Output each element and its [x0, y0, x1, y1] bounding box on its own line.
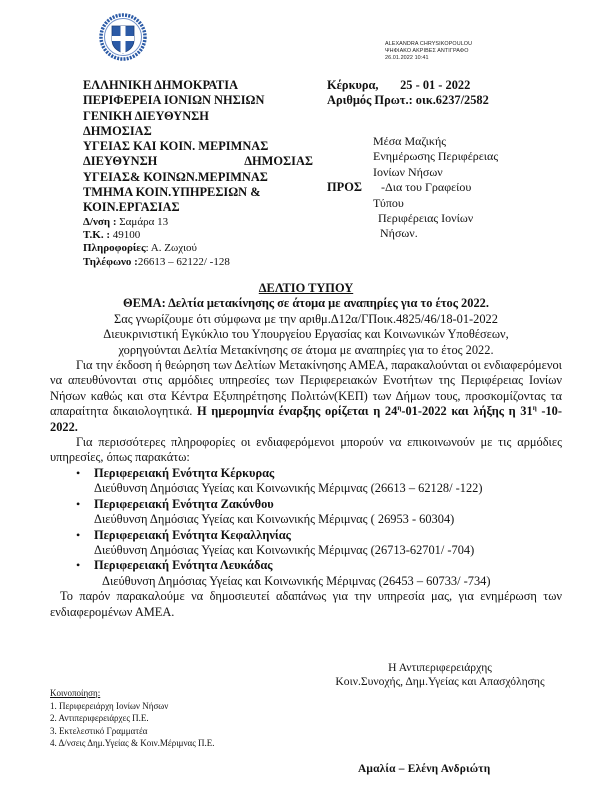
- issuer-line: ΥΓΕΙΑΣ ΚΑΙ ΚΟΙΝ. ΜΕΡΙΜΝΑΣ: [83, 139, 269, 154]
- intro-line: χορηγούνται Δελτία Μετακίνησης σε άτομα με αναπηρίες για το έτος 2022.: [118, 342, 494, 357]
- end-date-text: -01-2022 και λήξης η 31: [401, 404, 533, 419]
- list-item: [72, 466, 562, 497]
- recipient-line: Ιονίων Νήσων: [373, 164, 443, 179]
- list-item: [72, 558, 562, 589]
- issuer-line: ΤΜΗΜΑ ΚΟΙΝ.ΥΠΗΡΕΣΙΩΝ &: [83, 185, 261, 200]
- unit-detail: Διεύθυνση Δημόσιας Υγείας και Κοινωνικής Μέριμνας (26453 – 60733/ -734): [102, 573, 491, 588]
- unit-name: Περιφερειακή Ενότητα Κεφαλληνίας: [94, 527, 291, 542]
- intro-line: Διευκρινιστική Εγκύκλιο του Υπουργείου Εργασίας και Κοινωνικών Υποθέσεων,: [103, 327, 509, 342]
- postcode-value: 49100: [110, 229, 141, 242]
- paragraph-contacts: Για περισσότερες πληροφορίες οι ενδιαφερόμενοι μπορούν να επικοινωνούν με τις αρμόδιες υπηρεσίες, όπως παρακάτω:: [50, 435, 562, 465]
- bullet-icon: •: [76, 496, 81, 511]
- postcode-label: Τ.Κ. :: [83, 229, 110, 242]
- superscript: η: [532, 404, 537, 413]
- phone-label: Τηλέφωνο :: [83, 255, 138, 268]
- document-body: [50, 281, 562, 620]
- unit-detail: Διεύθυνση Δημόσιας Υγείας και Κοινωνικής Μέριμνας (26713-62701/ -704): [94, 542, 475, 557]
- date-protocol-block: [327, 78, 489, 109]
- cc-item: 3. Εκτελεστικό Γραμματέα: [50, 725, 148, 736]
- city: Κέρκυρα,: [327, 78, 379, 92]
- protocol-number: Αριθμός Πρωτ.: οικ.6237/2582: [327, 93, 489, 108]
- recipient-line: Τύπου: [373, 195, 404, 210]
- address-label: Δ/νση :: [83, 215, 117, 228]
- cc-item: 2. Αντιπεριφερειάρχες Π.Ε.: [50, 713, 149, 724]
- subject-line: ΘΕΜΑ: Δελτία μετακίνησης σε άτομα με αναπηρίες για το έτος 2022.: [123, 296, 489, 311]
- issuer-line-right: ΔΗΜΟΣΙΑΣ: [244, 154, 313, 169]
- stamp-timestamp: 26.01.2022 10:41: [385, 55, 429, 62]
- recipient-line: Μέσα Μαζικής: [373, 134, 446, 148]
- cc-title: Κοινοποίηση:: [50, 688, 101, 698]
- signatory-title-line: Η Αντιπεριφερειάρχης: [388, 661, 492, 674]
- info-label: Πληροφορίες: [83, 242, 146, 255]
- cc-item: 1. Περιφερειάρχη Ιονίων Νήσων: [50, 700, 169, 711]
- cc-block: [50, 687, 215, 750]
- intro-line: Σας γνωρίζουμε ότι σύμφωνα με την αριθμ.Δ12α/ΓΠοικ.4825/46/18-01-2022: [114, 311, 498, 326]
- recipient-line: -Δια του Γραφείου: [381, 180, 472, 195]
- issuer-line: ΥΓΕΙΑΣ& ΚΟΙΝΩΝ.ΜΕΡΙΜΝΑΣ: [83, 169, 268, 184]
- document-date: 25 - 01 - 2022: [400, 78, 471, 92]
- list-item: [72, 528, 562, 559]
- end-date-tail: -10-2022.: [50, 404, 562, 434]
- issuer-line-left: ΔΙΕΥΘΥΝΣΗ: [83, 154, 158, 169]
- document-title: ΔΕΛΤΙΟ ΤΥΠΟΥ: [258, 281, 354, 295]
- phone-value: 26613 – 62122/ -128: [137, 255, 230, 268]
- address-value: Σαμάρα 13: [116, 215, 169, 228]
- recipient-line: Ενημέρωσης Περιφέρειας: [373, 149, 499, 164]
- recipient-block: [373, 134, 498, 242]
- bullet-icon: •: [76, 465, 81, 480]
- phone-row: [83, 256, 333, 269]
- info-row: [83, 242, 333, 255]
- signatory-name: Αμαλία – Ελένη Ανδριώτη: [358, 763, 491, 775]
- paragraph-instructions: [50, 358, 562, 435]
- cc-item: 4. Δ/νσεις Δημ.Υγείας & Κοιν.Μέριμνας Π.Ε.: [50, 738, 215, 749]
- signatory-title-line: Κοιν.Συνοχής, Δημ.Υγείας και Απασχόλησης: [335, 675, 545, 688]
- unit-name: Περιφερειακή Ενότητα Ζακύνθου: [94, 496, 274, 511]
- issuer-line: ΔΗΜΟΣΙΑΣ: [83, 123, 152, 138]
- info-value: : Α. Ζωχιού: [145, 242, 197, 255]
- unit-detail: Διεύθυνση Δημόσιας Υγείας και Κοινωνικής Μέριμνας ( 26953 - 60304): [94, 512, 455, 527]
- list-item: [72, 497, 562, 528]
- issuer-line: ΠΕΡΙΦΕΡΕΙΑ ΙΟΝΙΩΝ ΝΗΣΙΩΝ: [83, 93, 265, 108]
- address-row: [83, 216, 333, 229]
- to-label: ΠΡΟΣ: [327, 180, 362, 194]
- start-date-text: Η ημερομηνία έναρξης ορίζεται η 24: [197, 404, 398, 419]
- unit-detail: Διεύθυνση Δημόσιας Υγείας και Κοινωνικής Μέριμνας (26613 – 62128/ -122): [94, 481, 483, 496]
- recipient-line: Νήσων.: [380, 226, 418, 241]
- paragraph-text: Για την έκδοση ή θεώρηση των Δελτίων Μετακίνησης ΑΜΕΑ, παρακαλούνται οι ενδιαφερόμενοι να απευθύνονται στις αρμόδιες υπηρεσίες των Περιφερειακών Ενοτήτων της Περιφέρειας Ιονίων Νήσων καθώς και στα Κέντρα Εξυπηρέτησης Πολιτών(ΚΕΠ) των Δήμων τους, προσκομίζοντας τα απαραίτητα δικαιολογητικά.: [50, 358, 562, 419]
- date-row: [327, 78, 489, 93]
- regional-units-list: [50, 466, 562, 589]
- unit-name: Περιφερειακή Ενότητα Κέρκυρας: [94, 465, 275, 480]
- issuer-block: [83, 78, 333, 269]
- issuer-line: [83, 154, 313, 169]
- stamp-label: ΨΗΦΙΑΚΟ ΑΚΡΙΒΕΣ ΑΝΤΙΓΡΑΦΟ: [385, 48, 469, 55]
- recipient-line: Περιφέρειας Ιονίων: [378, 211, 474, 226]
- digital-signature-stamp: [385, 41, 472, 63]
- postcode-row: [83, 229, 333, 242]
- signatory-title: [270, 661, 610, 689]
- bullet-icon: •: [76, 527, 81, 542]
- issuer-line: ΕΛΛΗΝΙΚΗ ΔΗΜΟΚΡΑΤΙΑ: [83, 78, 239, 92]
- stamp-signer: ALEXANDRA CHRYSIKOPOULOU: [385, 41, 473, 47]
- bullet-icon: •: [76, 558, 81, 573]
- issuer-line: ΓΕΝΙΚΗ ΔΙΕΥΘΥΝΣΗ: [83, 108, 209, 123]
- greek-coat-of-arms-icon: [98, 12, 148, 62]
- superscript: η: [397, 404, 402, 413]
- unit-name: Περιφερειακή Ενότητα Λευκάδας: [94, 558, 273, 573]
- closing-paragraph: Το παρόν παρακαλούμε να δημοσιευτεί αδαπάνως για την υπηρεσία μας, για ενημέρωση των ενδιαφερομένων ΑΜΕΑ.: [50, 589, 562, 619]
- issuer-line: ΚΟΙΝ.ΕΡΓΑΣΙΑΣ: [83, 200, 180, 215]
